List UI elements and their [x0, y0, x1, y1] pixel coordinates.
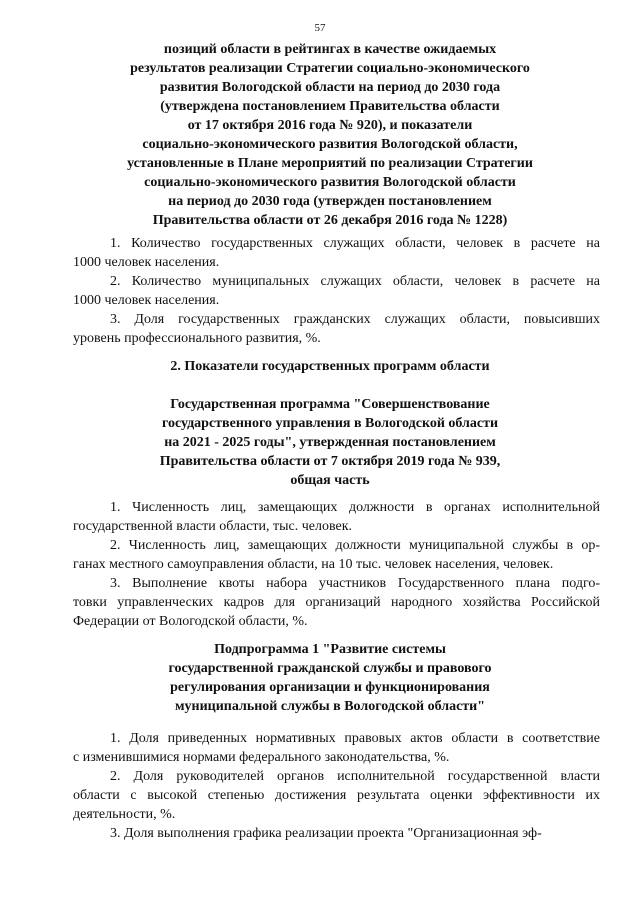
heading-line: установленные в Плане мероприятий по реализации Стратегии — [127, 156, 533, 171]
heading-line: Правительства области от 26 декабря 2016 года № 1228) — [152, 213, 508, 228]
list-item-line: Федерации от Вологодской области, %. — [73, 614, 308, 629]
heading-line: 2. Показатели государственных программ области — [170, 359, 490, 374]
list-item-line: с изменившимися нормами федерального законодательства, %. — [73, 750, 450, 765]
heading-line: развития Вологодской области на период до 2030 года — [159, 80, 501, 95]
heading-line: Государственная программа "Совершенствование — [170, 397, 490, 412]
section-heading-strategy — [60, 40, 600, 230]
list-item-line: 2. Численность лиц, замещающих должности муниципальной службы в ор- — [110, 538, 600, 553]
list-item-line: деятельности, %. — [73, 807, 176, 822]
heading-line: государственной гражданской службы и правового — [168, 661, 492, 676]
heading-line: на период до 2030 года (утвержден постановлением — [168, 194, 492, 209]
page-number: 57 — [314, 22, 326, 34]
list-item-line: товки управленческих кадров для организаций народного хозяйства Российской — [73, 595, 600, 610]
list-item — [73, 234, 600, 272]
list-item — [73, 824, 600, 843]
heading-line: от 17 октября 2016 года № 920), и показатели — [187, 118, 473, 133]
heading-line: государственного управления в Вологодской области — [161, 416, 499, 431]
heading-line: муниципальной службы в Вологодской области" — [174, 699, 486, 714]
list-subprogram-indicators — [73, 729, 600, 843]
list-item-line: 1. Количество государственных служащих области, человек в расчете на — [110, 236, 600, 251]
list-item-line: 2. Количество муниципальных служащих области, человек в расчете на — [110, 274, 600, 289]
subprogram-heading — [60, 640, 600, 716]
list-item-line: 1000 человек населения. — [73, 255, 220, 270]
list-item-line: государственной власти области, тыс. человек. — [73, 519, 353, 534]
list-item-line: 3. Выполнение квоты набора участников Государственного плана подго- — [110, 576, 600, 591]
heading-line: социально-экономического развития Вологодской области — [144, 175, 516, 190]
list-item — [73, 767, 600, 824]
list-item-line: 3. Доля государственных гражданских служащих области, повысивших — [110, 312, 600, 327]
list-item — [73, 272, 600, 310]
list-item — [73, 498, 600, 536]
heading-line: социально-экономического развития Вологодской области, — [142, 137, 518, 152]
heading-line: результатов реализации Стратегии социально-экономического — [130, 61, 530, 76]
list-item-line: 1. Численность лиц, замещающих должности в органах исполнительной — [110, 500, 600, 515]
heading-line: регулирования организации и функционирования — [170, 680, 490, 695]
heading-line: Подпрограмма 1 "Развитие системы — [214, 642, 446, 657]
list-item — [73, 574, 600, 631]
heading-line: общая часть — [290, 473, 370, 488]
heading-line: Правительства области от 7 октября 2019 года № 939, — [159, 454, 501, 469]
list-item-line: области с высокой степенью достижения результата оценки эффективности их — [73, 788, 600, 803]
list-item-line: ганах местного самоуправления области, на 10 тыс. человек населения, человек. — [73, 557, 554, 572]
heading-line: позиций области в рейтингах в качестве ожидаемых — [163, 42, 497, 57]
list-item-line: 1. Доля приведенных нормативных правовых актов области в соответствие — [110, 731, 600, 746]
list-item-line: 1000 человек населения. — [73, 293, 220, 308]
list-item — [73, 729, 600, 767]
list-item — [73, 536, 600, 574]
section-heading-programs — [60, 357, 600, 376]
heading-line: (утверждена постановлением Правительства области — [160, 99, 500, 114]
list-item-line: 3. Доля выполнения графика реализации проекта "Организационная эф- — [110, 826, 542, 841]
list-item-line: уровень профессионального развития, %. — [73, 331, 321, 346]
heading-line: на 2021 - 2025 годы", утвержденная постановлением — [164, 435, 496, 450]
list-strategy-indicators — [73, 234, 600, 348]
list-item-line: 2. Доля руководителей органов исполнительной государственной власти — [110, 769, 600, 784]
list-program-indicators — [73, 498, 600, 631]
program-heading — [60, 395, 600, 490]
list-item — [73, 310, 600, 348]
